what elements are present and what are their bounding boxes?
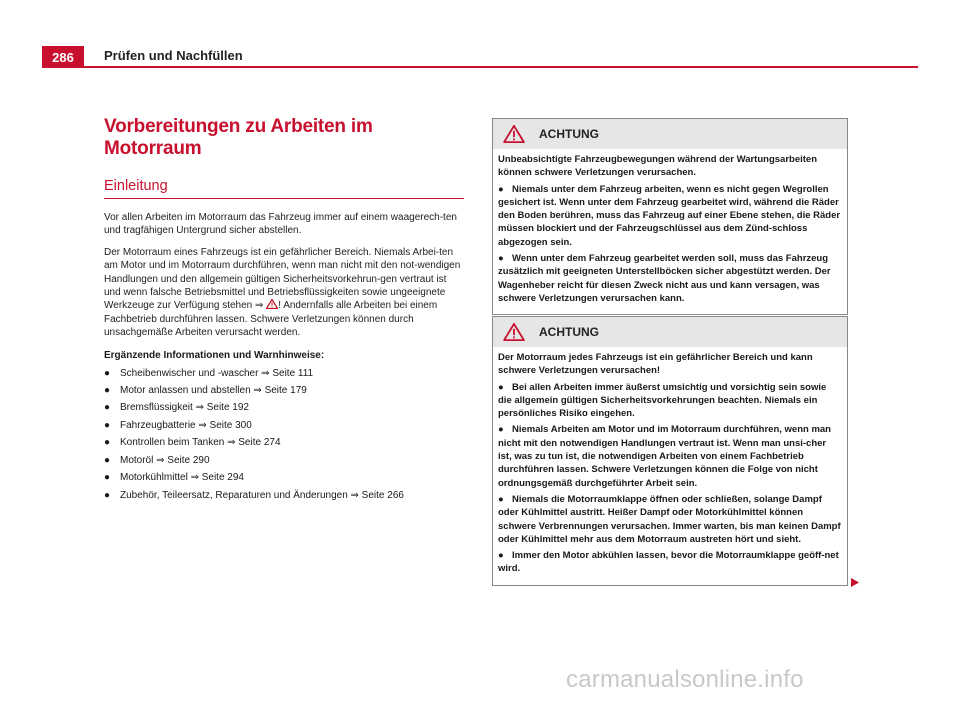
- list-item[interactable]: ● Motoröl ⇒ Seite 290: [104, 454, 210, 466]
- danger-paragraph-text-1: Der Motorraum eines Fahrzeugs ist ein gefährlicher Bereich. Niemals Arbei-ten am Motor und im Motorraum durchführen, wenn man nicht mit den not-wendigen Handlungen und den allgemein gültigen Sicherheitsvorkehrun-gen vertraut ist und wenn falsche Betriebsmittel und Betriebsflüssigkeiten sowie ungeeignete Werkzeuge zur Verfügung stehen ⇒: [104, 246, 461, 312]
- list-item[interactable]: ● Bremsflüssigkeit ⇒ Seite 192: [104, 402, 249, 414]
- warning-box-header: [493, 119, 847, 149]
- danger-paragraph-text-2: ! Andernfalls alle Arbeiten bei einem Fachbetrieb durchführen lassen. Schwere Verletzungen können durch unsachgemäße Arbeiten verursacht werden.: [104, 300, 438, 339]
- list-item[interactable]: ● Fahrzeugbatterie ⇒ Seite 300: [104, 419, 252, 431]
- bullet-icon: ●: [498, 493, 504, 505]
- list-item[interactable]: ● Motor anlassen und abstellen ⇒ Seite 179: [104, 385, 307, 397]
- bullet-icon: ●: [104, 367, 111, 379]
- warning-box-body: [493, 149, 847, 314]
- list-item[interactable]: ● Scheibenwischer und -wascher ⇒ Seite 111: [104, 367, 314, 379]
- warning-item: ● Niemals die Motorraumklappe öffnen oder schließen, solange Dampf oder Kühlmittel austritt. Heißer Dampf oder Motorkühlmittel können schwere Verbrennungen verursachen. Immer warten, bis man keinen Dampf oder Kühlmittel mehr aus dem Motorraum austreten hört und sieht.: [498, 493, 841, 545]
- warning-box-vehicle-movement: [492, 118, 848, 315]
- warning-item: ● Niemals Arbeiten am Motor und im Motorraum durchführen, wenn man nicht mit den notwendigen Handlungen vertraut ist. Wenn man unsi-cher ist, was zu tun ist, die notwendigen Arbeiten von einem Fachbetrieb durchführen lassen. Schwere Verletzungen können die Folge von nicht ordnungsgemäß durchgeführter Arbeit sein.: [498, 424, 831, 489]
- warning-intro: Der Motorraum jedes Fahrzeugs ist ein gefährlicher Bereich und kann schwere Verletzungen verursachen!: [498, 352, 813, 377]
- list-item[interactable]: ● Kontrollen beim Tanken ⇒ Seite 274: [104, 437, 281, 449]
- bullet-icon: ●: [104, 472, 111, 484]
- section-subtitle: Einleitung: [104, 178, 168, 194]
- page-number: 286: [42, 46, 84, 68]
- bullet-icon: ●: [498, 550, 504, 562]
- watermark: carmanualsonline.info: [566, 666, 804, 693]
- bullet-icon: ●: [104, 385, 111, 397]
- warning-box-body: [493, 347, 847, 585]
- list-item[interactable]: ● Zubehör, Teileersatz, Reparaturen und Änderungen ⇒ Seite 266: [104, 489, 404, 501]
- warning-box-engine-compartment: [492, 316, 848, 586]
- warning-title: ACHTUNG: [539, 325, 599, 339]
- section-title: Prüfen und Nachfüllen: [104, 48, 243, 63]
- bullet-icon: ●: [104, 419, 111, 431]
- bullet-icon: ●: [498, 381, 504, 393]
- page-title: Vorbereitungen zu Arbeiten im Motorraum: [104, 116, 373, 159]
- bullet-icon: ●: [104, 437, 111, 449]
- main-column: [104, 116, 464, 506]
- header-divider: [42, 66, 918, 68]
- bullet-icon: ●: [104, 402, 111, 414]
- warning-item: ● Bei allen Arbeiten immer äußerst umsichtig und vorsichtig sein sowie die allgemein gültigen Sicherheitsvorkehrungen beachten. Niemals ein persönliches Risiko eingehen.: [498, 381, 827, 420]
- warning-box-header: [493, 317, 847, 347]
- danger-paragraph: [104, 246, 464, 340]
- intro-paragraph: Vor allen Arbeiten im Motorraum das Fahrzeug immer auf einem waagerech-ten und tragfähigen Untergrund sicher abstellen.: [104, 212, 457, 237]
- bullet-icon: ●: [104, 489, 111, 501]
- warning-intro: Unbeabsichtigte Fahrzeugbewegungen während der Wartungsarbeiten können schwere Verletzungen verursachen.: [498, 154, 817, 179]
- warning-triangle-icon: [503, 323, 525, 341]
- continue-arrow-icon[interactable]: [851, 578, 859, 587]
- warning-item: ● Wenn unter dem Fahrzeug gearbeitet werden soll, muss das Fahrzeug zusätzlich mit geeigneten Unterstellböcken sicher abgestützt werden. Der Wagenheber reicht für diesen Zweck nicht aus und kann versagen, was schwere Verletzungen verursachen kann.: [498, 253, 831, 304]
- warning-triangle-icon[interactable]: [266, 299, 278, 309]
- warning-item: ● Niemals unter dem Fahrzeug arbeiten, wenn es nicht gegen Wegrollen gesichert ist. Wenn unter dem Fahrzeug gearbeitet wird, während die Räder den Boden berühren, muss das Fahrzeug auf einer Ebene stehen, die Räder müssen blockiert und der Fahrzeugschlüssel aus dem Zünd-schloss abgezogen sein.: [498, 183, 841, 248]
- bullet-icon: ●: [498, 424, 504, 436]
- bullet-icon: ●: [498, 253, 504, 265]
- info-heading: Ergänzende Informationen und Warnhinweise:: [104, 349, 325, 361]
- list-item[interactable]: ● Motorkühlmittel ⇒ Seite 294: [104, 472, 244, 484]
- bullet-icon: ●: [498, 183, 504, 195]
- bullet-icon: ●: [104, 454, 111, 466]
- subtitle-divider: [104, 198, 464, 199]
- reference-list: [104, 367, 464, 502]
- warning-triangle-icon: [503, 125, 525, 143]
- warning-item: ● Immer den Motor abkühlen lassen, bevor die Motorraumklappe geöff-net wird.: [498, 550, 839, 575]
- warning-title: ACHTUNG: [539, 127, 599, 141]
